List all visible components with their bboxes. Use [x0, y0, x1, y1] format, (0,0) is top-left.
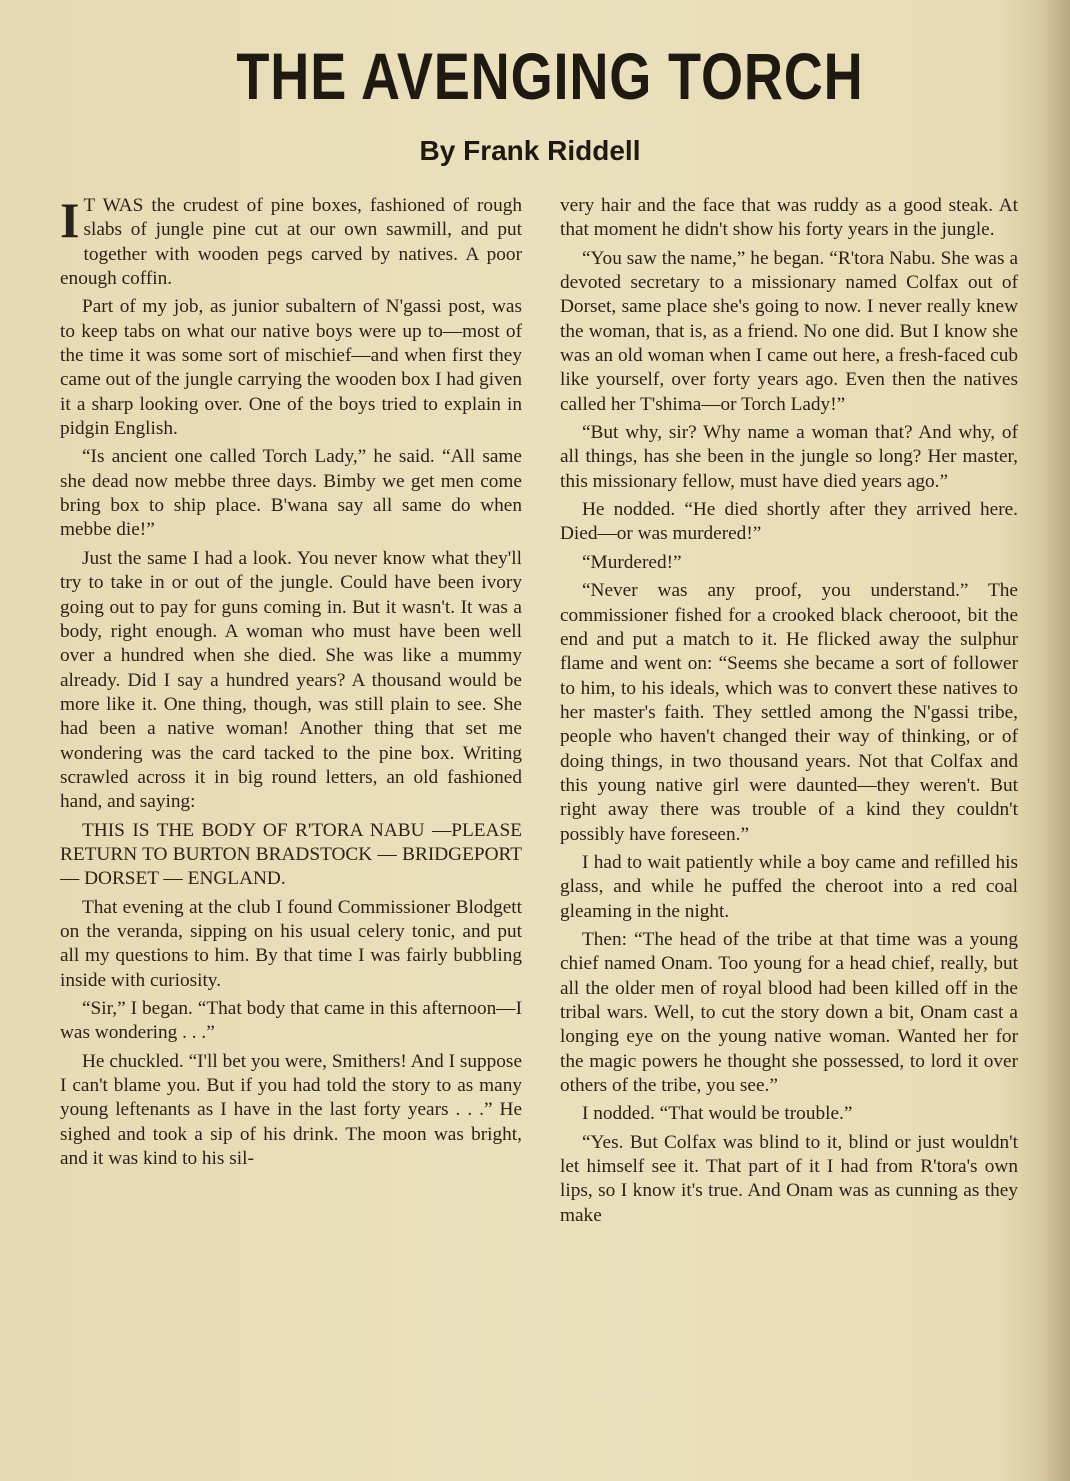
- page-spine-shadow: [1040, 0, 1070, 1481]
- paragraph: He nodded. “He died shortly after they arrived here. Died—or was murdered!”: [560, 499, 1018, 545]
- paragraph: “Is ancient one called Torch Lady,” he said. “All same she dead now mebbe three days. Bimby we get men come bring box to ship place. B'wana say all same do when mebbe die!”: [60, 446, 522, 541]
- card-inscription: THIS IS THE BODY OF R'TORA NABU —PLEASE RETURN TO BURTON BRADSTOCK — BRIDGEPORT — DORSET — ENGLAND.: [60, 819, 522, 890]
- story-title: THE AVENGING TORCH: [236, 39, 864, 113]
- paragraph: I nodded. “That would be trouble.”: [582, 1103, 853, 1125]
- paragraph: I had to wait patiently while a boy came and refilled his glass, and while he puffed the cheroot into a red coal gleaming in the night.: [560, 851, 1018, 922]
- right-column: [560, 194, 1018, 1232]
- paragraph: “You saw the name,” he began. “R'tora Nabu. She was a devoted secretary to a missionary named Colfax out of Dorset, same place she's going to now. I never really knew the woman, that is, as a friend. No one did. But I know she was an old woman when I came out here, a fresh-faced cub like yourself, over forty years ago. Even then the natives called her T'shima—or Torch Lady!”: [560, 247, 1018, 415]
- left-column: [60, 194, 522, 1175]
- paragraph: I T WAS the crudest of pine boxes, fashioned of rough slabs of jungle pine cut at our own sawmill, and put together with wooden pegs carved by natives. A poor enough coffin.: [60, 195, 522, 290]
- paragraph: “Yes. But Colfax was blind to it, blind or just wouldn't let himself see it. That part of it I had from R'tora's own lips, so I know it's true. And Onam was as cunning as they make: [560, 1131, 1018, 1226]
- paragraph: “Sir,” I began. “That body that came in this afternoon—I was wondering . . .”: [60, 998, 522, 1044]
- paragraph: That evening at the club I found Commissioner Blodgett on the veranda, sipping on his usual celery tonic, and put all my questions to him. By that time I was fairly bubbling inside with curiosity.: [60, 896, 522, 991]
- paragraph: He chuckled. “I'll bet you were, Smithers! And I suppose I can't blame you. But if you had told the story to as many young leftenants as I have in the last forty years . . .” He sighed and took a sip of his drink. The moon was bright, and it was kind to his sil-: [60, 1050, 522, 1170]
- byline: By Frank Riddell: [419, 135, 641, 166]
- paragraph: “Never was any proof, you understand.” The commissioner fished for a crooked black cherooot, bit the end and put a match to it. He flicked away the sulphur flame and went on: “Seems she became a sort of follower to him, to his ideals, which was to convert these natives to her master's faith. They settled among the N'gassi tribe, people who haven't changed their way of thinking, or of doing things, in two thousand years. Not that Colfax and this young native girl were daunted—they weren't. But right away there was trouble of a kind they couldn't possibly have foreseen.”: [560, 580, 1018, 845]
- paragraph: “But why, sir? Why name a woman that? And why, of all things, has she been in the jungle so long? Her master, this missionary fellow, must have died years ago.”: [560, 422, 1018, 492]
- paragraph: very hair and the face that was ruddy as a good steak. At that moment he didn't show his forty years in the jungle.: [560, 195, 1018, 241]
- paragraph: Just the same I had a look. You never know what they'll try to take in or out of the jungle. Could have been ivory going out to pay for guns coming in. But it wasn't. It was a body, right enough. A woman who must have been well over a hundred when she died. She was like a mummy already. Did I say a hundred years? A thousand would be more like it. One thing, though, was still plain to see. She had been a native woman! Another thing that set me wondering was the card tacked to the pine box. Writing scrawled across it in big round letters, an old fashioned hand, and saying:: [60, 547, 522, 813]
- paragraph: “Murdered!”: [582, 551, 682, 573]
- paragraph: Part of my job, as junior subaltern of N'gassi post, was to keep tabs on what our native boys were up to—most of the time it was some sort of mischief—and when first they came out of the jungle carrying the wooden box I had given it a sharp looking over. One of the boys tried to explain in pidgin English.: [60, 296, 522, 440]
- drop-cap: I: [60, 196, 80, 244]
- paragraph: Then: “The head of the tribe at that time was a young chief named Onam. Too young for a head chief, really, but all the older men of royal blood had been killed off in the tribal wars. Well, to cut the story down a bit, Onam cast a longing eye on the young native woman. Wanted her for the magic powers he thought she possessed, to lord it over others of the tribe, you see.”: [560, 928, 1018, 1097]
